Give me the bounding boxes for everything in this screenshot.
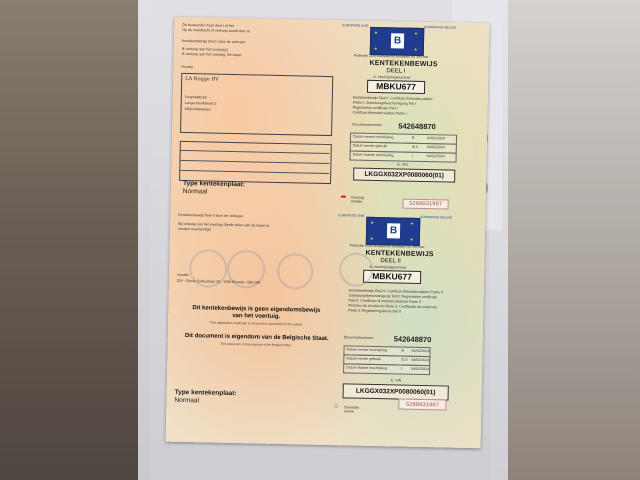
date-label: Datum eerste gebruik bbox=[352, 143, 388, 149]
fine-print: Zulassungsbescheinigung Teil II: Registration certificate bbox=[348, 293, 438, 300]
license-plate-number: MBKU677 bbox=[363, 270, 421, 284]
date-label: Datum laatste inschrijving bbox=[346, 365, 388, 371]
date-value: 04/02/2024 bbox=[411, 348, 430, 354]
doc-number-label: Documentnummer bbox=[352, 122, 382, 128]
vin-label: E. VIN bbox=[390, 378, 402, 383]
serial-number: S288031907 bbox=[398, 399, 446, 411]
country-label: KONINKRIJK BELGIE bbox=[424, 24, 456, 30]
doc-number: 542648870 bbox=[393, 334, 432, 345]
ownership-statement: Dit kentekenbewijs is geen eigendomsbewijs bbox=[192, 305, 321, 314]
property-statement: Dit document is eigendom van de Belgische Staat. bbox=[184, 333, 329, 343]
address-line: Leopoldstraat bbox=[184, 94, 207, 100]
country-label: KONINKRIJK BELGIE bbox=[420, 214, 452, 220]
plate-type-value: Normaal bbox=[182, 187, 208, 196]
intro-line: Ik verkoop aan het (voertuig) bbox=[181, 46, 228, 52]
background-right bbox=[490, 0, 640, 480]
fine-print: Permiso de circulacion Parte II: Certificado de matricula bbox=[348, 303, 437, 310]
address-line: Lange Kievitstraat 5 bbox=[184, 100, 217, 106]
license-plate-number: MBKU677 bbox=[367, 80, 425, 94]
holder-label: Houder bbox=[181, 64, 194, 70]
vehicle-label: Voertuig Vehicle bbox=[350, 195, 364, 205]
doc-number: 542648870 bbox=[398, 121, 436, 132]
intro-line: Kentekenbewijs Deel I door de verkoper bbox=[181, 38, 246, 45]
intro-line: Ik verkoop aan het voertuig. De koper bbox=[181, 51, 242, 58]
date-code: I bbox=[401, 366, 403, 371]
fine-print: Parte II: Registreringsbevis Del II bbox=[348, 308, 401, 314]
country-letter: B bbox=[387, 223, 400, 238]
fine-print: Kentekenbewijs Deel II: Certificat d'immatriculation Partie II bbox=[348, 288, 443, 295]
watermark-circle bbox=[277, 253, 314, 290]
date-code: B bbox=[411, 135, 415, 140]
doc-number-label: Documentnummer bbox=[343, 335, 374, 340]
country-letter: B bbox=[391, 33, 404, 48]
certificate-part: DEEL I bbox=[386, 68, 406, 75]
background-left bbox=[0, 0, 150, 480]
issuer: Federale Overheidsdienst Mobiliteit en Vervoer bbox=[353, 53, 429, 60]
date-value: 04/02/2024 bbox=[411, 357, 430, 363]
ownership-statement-en: This registration certificate is not proof of ownership of the vehicle bbox=[209, 320, 303, 327]
date-label: Datum laatste inschrijving bbox=[352, 152, 394, 158]
fine-print: Partie I: Zulassungsbescheinigung Teil I bbox=[352, 100, 417, 106]
date-value: 04/02/2024 bbox=[426, 154, 445, 159]
eu-flag-emblem: ★ ★ ★ ★ B bbox=[366, 217, 421, 246]
plate-type-value: Normaal bbox=[174, 396, 200, 405]
vin-label: E. VIN bbox=[397, 162, 408, 167]
fine-print: Part II: Certificato di immatricolazione Parte II bbox=[348, 298, 421, 304]
holder-label: Houder bbox=[177, 272, 189, 278]
date-code: I0.3 bbox=[411, 144, 418, 149]
fine-print: Kentekenbewijs Deel I: Certificat d'immatriculation bbox=[352, 95, 433, 102]
domicile-label: Domicilie Home bbox=[344, 405, 359, 414]
intro-line: Kentekenbewijs Deel II door de verkoper bbox=[178, 212, 244, 219]
date-code: I0.3 bbox=[401, 357, 408, 362]
eu-label: EUROPESE UNIE bbox=[338, 213, 365, 218]
date-label: Datum eerste inschrijving bbox=[346, 347, 387, 353]
plate-label: A. Inschrijvingsnummer bbox=[373, 74, 411, 80]
plate-type-label: Type kentekenplaat: bbox=[174, 388, 237, 398]
date-code: I bbox=[411, 153, 413, 158]
certificate-title: KENTEKENBEWIJS bbox=[369, 59, 438, 69]
fine-print: Registration certificate Part I bbox=[352, 105, 398, 111]
certificate-part: DEEL II bbox=[380, 258, 401, 265]
holder-address: DIV - Simon Bolivarlaan 30 - 1000 Brussel - BELGIE bbox=[176, 278, 261, 285]
intro-line: worden overhandigd bbox=[178, 226, 211, 232]
intro-line: Bij verkoop van het voertuig: Beide delen aan de koper te bbox=[178, 221, 270, 228]
vin-number: LKGGX032XP0080060(01) bbox=[343, 383, 449, 400]
date-label: Datum eerste gebruik bbox=[346, 356, 381, 362]
address-line: 2000 Antwerpen bbox=[184, 106, 211, 112]
date-code: B bbox=[401, 348, 404, 353]
intro-line: De bestuurder moet deel I of het bbox=[182, 22, 234, 28]
issuer: Federale Overheidsdienst Mobiliteit en Vervoer bbox=[349, 243, 425, 250]
vin-number: LKGGX032XP0080060(01) bbox=[353, 168, 455, 183]
intro-line: Op de overdracht of verkoop wordt door te bbox=[182, 27, 250, 34]
home-icon: ⌂ bbox=[334, 403, 339, 410]
property-statement-en: This document is the property of the Belgian State bbox=[220, 341, 292, 348]
date-value: 04/02/2024 bbox=[426, 145, 445, 150]
date-label: Datum eerste inschrijving bbox=[352, 134, 394, 140]
fine-print: Certificat d'immatriculation Partie I bbox=[352, 110, 407, 116]
car-icon: 🚗 bbox=[340, 193, 347, 199]
holder-name: LA Rogge BV bbox=[185, 75, 219, 83]
registration-certificate bbox=[166, 17, 490, 449]
ownership-statement-cont: van het voertuig. bbox=[232, 313, 281, 321]
plate-label: A. Inschrijvingsnummer bbox=[369, 264, 407, 270]
plate-type-label: Type kentekenplaat: bbox=[182, 179, 246, 189]
eu-flag-emblem: ★ ★ ★ ★ B bbox=[370, 27, 425, 56]
serial-number: S288031907 bbox=[403, 199, 449, 210]
eu-label: EUROPESE UNIE bbox=[342, 23, 369, 28]
date-value: 04/02/2024 bbox=[411, 366, 430, 372]
certificate-title: KENTEKENBEWIJS bbox=[365, 249, 434, 259]
date-value: 04/02/2024 bbox=[426, 136, 446, 141]
